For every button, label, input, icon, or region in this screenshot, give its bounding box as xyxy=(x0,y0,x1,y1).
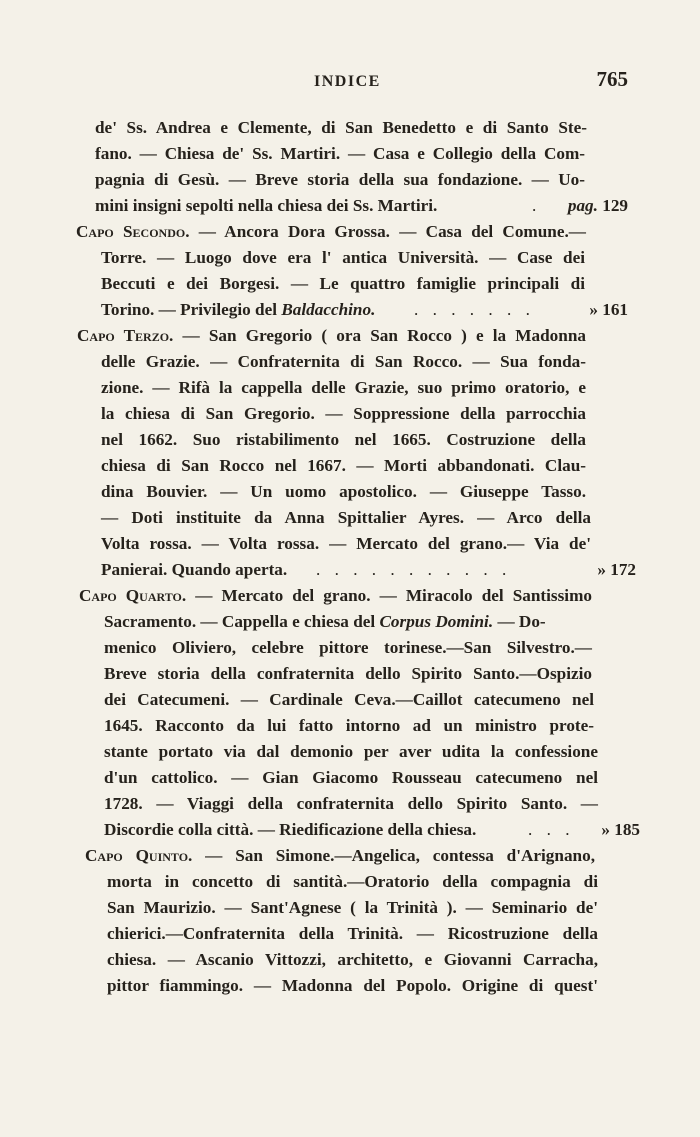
index-line: chiesa di San Rocco nel 1667. — Morti abbandonati. Clau- xyxy=(101,456,586,475)
page-reference xyxy=(540,297,628,323)
chapter-label: Capo Quarto. xyxy=(79,586,187,605)
dot-leader: . . . xyxy=(528,820,575,839)
index-line: pagnia di Gesù. — Breve storia della sua fondazione. — Uo- xyxy=(95,170,585,189)
index-line: chiesa. — Ascanio Vittozzi, architetto, e Giovanni Carracha, xyxy=(107,950,598,969)
index-line: nel 1662. Suo ristabilimento nel 1665. Costruzione della xyxy=(101,430,586,449)
index-line: Capo Terzo. — San Gregorio ( ora San Rocco ) e la Madonna xyxy=(77,326,586,345)
index-line: la chiesa di San Gregorio. — Soppressione della parrocchia xyxy=(101,404,586,423)
italic-title: Baldacchino. xyxy=(281,300,376,319)
index-line: Capo Quarto. — Mercato del grano. — Miracolo del Santissimo xyxy=(79,586,592,605)
index-line: Torre. — Luogo dove era l' antica Università. — Case dei xyxy=(101,248,585,267)
index-line: San Maurizio. — Sant'Agnese ( la Trinità ). — Seminario de' xyxy=(107,898,598,917)
index-line: Capo Secondo. — Ancora Dora Grossa. — Casa del Comune.— xyxy=(76,222,586,241)
index-line: Beccuti e dei Borgesi. — Le quattro famiglie principali di xyxy=(101,274,585,293)
index-line: fano. — Chiesa de' Ss. Martiri. — Casa e Collegio della Com- xyxy=(95,144,585,163)
page-reference-number: 161 xyxy=(602,300,628,319)
index-line: — Doti instituite da Anna Spittalier Ayres. — Arco della xyxy=(101,508,591,527)
dot-leader: . . . . . . . . . . . xyxy=(316,560,512,579)
page-marker: pag. xyxy=(567,196,598,215)
chapter-label: Capo Secondo. xyxy=(76,222,190,241)
index-line: 1645. Racconto da lui fatto intorno ad un ministro prote- xyxy=(104,716,594,735)
index-line: pittor fiammingo. — Madonna del Popolo. Origine di quest' xyxy=(107,976,598,995)
index-line: d'un cattolico. — Gian Giacomo Rousseau catecumeno nel xyxy=(104,768,598,787)
index-line: Volta rossa. — Volta rossa. — Mercato del grano.— Via de' xyxy=(101,534,591,553)
page-marker: » xyxy=(597,560,606,579)
index-line: dina Bouvier. — Un uomo apostolico. — Giuseppe Tasso. xyxy=(101,482,586,501)
index-line: delle Grazie. — Confraternita di San Rocco. — Sua fonda- xyxy=(101,352,586,371)
index-line: menico Oliviero, celebre pittore torinese.—San Silvestro.— xyxy=(104,638,592,657)
index-line: chierici.—Confraternita della Trinità. — Ricostruzione della xyxy=(107,924,598,943)
page-reference xyxy=(540,193,628,219)
index-line: Sacramento. — Cappella e chiesa del Corpus Domini. — Do- xyxy=(104,612,546,631)
chapter-label: Capo Terzo. xyxy=(77,326,174,345)
index-line: Breve storia della confraternita dello Spirito Santo.—Ospizio xyxy=(104,664,592,683)
running-head: INDICE xyxy=(314,73,381,90)
page-number: 765 xyxy=(596,67,628,91)
chapter-label: Capo Quinto. xyxy=(85,846,193,865)
index-line: stante portato via dal demonio per aver udita la confessione xyxy=(104,742,598,761)
index-line: dei Catecumeni. — Cardinale Ceva.—Caillot catecumeno nel xyxy=(104,690,594,709)
page-reference-number: 172 xyxy=(610,560,636,579)
page-reference xyxy=(560,817,640,843)
italic-title: Corpus Domini. xyxy=(379,612,494,631)
index-line: Torino. — Privilegio del Baldacchino. xyxy=(101,300,376,319)
page-reference-number: 129 xyxy=(602,196,628,215)
page-reference-number: 185 xyxy=(614,820,640,839)
index-line: morta in concetto di santità.—Oratorio della compagnia di xyxy=(107,872,598,891)
index-line: Capo Quinto. — San Simone.—Angelica, contessa d'Arignano, xyxy=(85,846,596,865)
index-line: Panierai. Quando aperta. xyxy=(101,560,288,579)
page-marker: » xyxy=(601,820,610,839)
page-reference xyxy=(540,557,636,583)
dot-leader: . xyxy=(532,196,542,215)
page-marker: » xyxy=(589,300,598,319)
index-line: de' Ss. Andrea e Clemente, di San Benedetto e di Santo Ste- xyxy=(95,118,587,137)
index-line: zione. — Rifà la cappella delle Grazie, suo primo oratorio, e xyxy=(101,378,586,397)
index-line: Discordie colla città. — Riedificazione della chiesa. xyxy=(104,820,477,839)
dot-leader: . . . . . . . xyxy=(414,300,535,319)
index-line: mini insigni sepolti nella chiesa dei Ss. Martiri. xyxy=(95,196,438,215)
index-line: 1728. — Viaggi della confraternita dello Spirito Santo. — xyxy=(104,794,598,813)
